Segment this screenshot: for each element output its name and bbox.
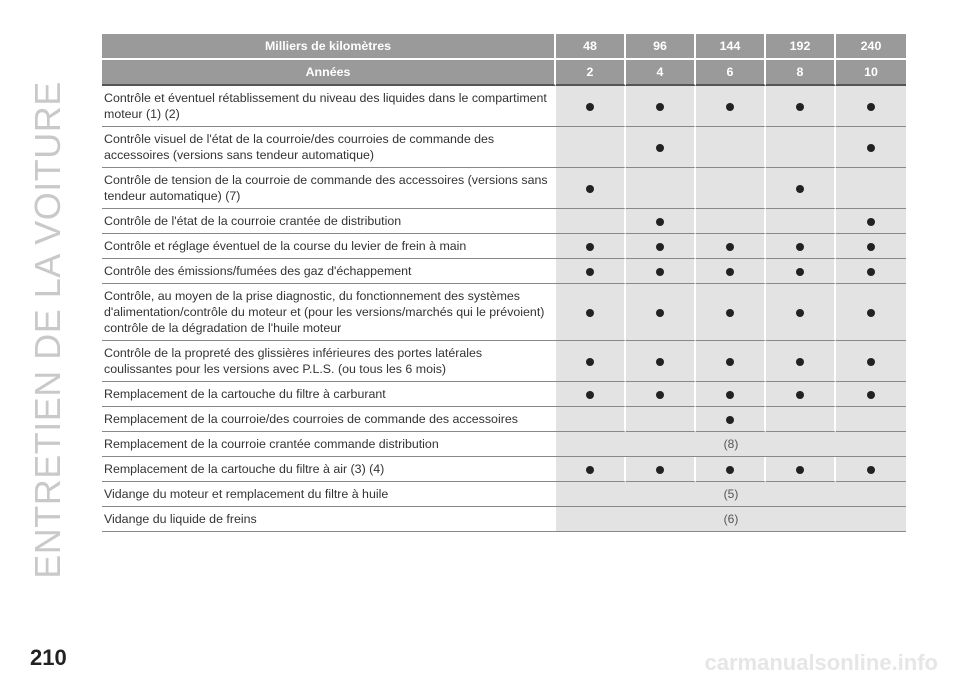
interval-cell — [626, 259, 696, 284]
interval-cell — [836, 284, 906, 341]
chapter-side-title: ENTRETIEN DE LA VOITURE — [27, 81, 68, 579]
scheduled-dot-icon — [796, 358, 804, 366]
scheduled-dot-icon — [586, 309, 594, 317]
interval-cell — [836, 209, 906, 234]
scheduled-dot-icon — [867, 103, 875, 111]
interval-cell — [626, 407, 696, 432]
table-row — [102, 259, 906, 284]
table-row — [102, 86, 906, 127]
scheduled-dot-icon — [656, 243, 664, 251]
operation-description: Contrôle et éventuel rétablissement du niveau des liquides dans le compartiment moteur (1) (2) — [102, 86, 556, 127]
interval-cell — [766, 86, 836, 127]
interval-cell — [766, 341, 836, 382]
scheduled-dot-icon — [867, 243, 875, 251]
interval-cell — [696, 127, 766, 168]
table-row — [102, 482, 906, 507]
km-header-label: Milliers de kilomètres — [102, 34, 556, 60]
interval-cell — [696, 284, 766, 341]
interval-cell — [766, 209, 836, 234]
interval-cell — [556, 457, 626, 482]
operation-description: Remplacement de la courroie/des courroies de commande des accessoires — [102, 407, 556, 432]
interval-cell — [556, 259, 626, 284]
scheduled-dot-icon — [726, 309, 734, 317]
interval-cell — [696, 259, 766, 284]
interval-cell — [766, 234, 836, 259]
interval-cell — [836, 86, 906, 127]
operation-description: Contrôle et réglage éventuel de la course du levier de frein à main — [102, 234, 556, 259]
operation-description: Contrôle de tension de la courroie de commande des accessoires (versions sans tendeur automatique) (7) — [102, 168, 556, 209]
scheduled-dot-icon — [726, 268, 734, 276]
interval-cell — [766, 284, 836, 341]
table-row — [102, 382, 906, 407]
interval-cell — [626, 86, 696, 127]
interval-cell — [766, 407, 836, 432]
interval-cell — [836, 234, 906, 259]
table-row — [102, 284, 906, 341]
interval-cell — [766, 382, 836, 407]
interval-cell — [696, 86, 766, 127]
interval-cell — [696, 168, 766, 209]
operation-description: Vidange du moteur et remplacement du filtre à huile — [102, 482, 556, 507]
interval-cell — [626, 284, 696, 341]
km-header-row — [102, 34, 906, 60]
scheduled-dot-icon — [796, 185, 804, 193]
scheduled-dot-icon — [796, 466, 804, 474]
interval-cell — [766, 127, 836, 168]
maintenance-schedule-table — [102, 34, 906, 532]
table-row — [102, 127, 906, 168]
scheduled-dot-icon — [586, 391, 594, 399]
scheduled-dot-icon — [796, 309, 804, 317]
interval-cell — [626, 341, 696, 382]
interval-cell — [626, 382, 696, 407]
years-value: 2 — [556, 60, 626, 86]
scheduled-dot-icon — [726, 358, 734, 366]
scheduled-dot-icon — [796, 243, 804, 251]
scheduled-dot-icon — [796, 103, 804, 111]
operation-description: Contrôle visuel de l'état de la courroie/des courroies de commande des accessoires (versions sans tendeur automatique) — [102, 127, 556, 168]
scheduled-dot-icon — [867, 309, 875, 317]
years-value: 4 — [626, 60, 696, 86]
interval-cell — [626, 168, 696, 209]
scheduled-dot-icon — [656, 144, 664, 152]
table-row — [102, 407, 906, 432]
table-row — [102, 507, 906, 532]
interval-cell — [836, 457, 906, 482]
interval-cell — [836, 341, 906, 382]
scheduled-dot-icon — [656, 391, 664, 399]
scheduled-dot-icon — [656, 218, 664, 226]
years-value: 8 — [766, 60, 836, 86]
scheduled-dot-icon — [867, 144, 875, 152]
interval-cell — [766, 457, 836, 482]
interval-cell — [556, 341, 626, 382]
table-row — [102, 168, 906, 209]
interval-cell — [696, 209, 766, 234]
scheduled-dot-icon — [656, 466, 664, 474]
note-reference: (5) — [556, 482, 906, 507]
years-header-row — [102, 60, 906, 86]
scheduled-dot-icon — [726, 103, 734, 111]
interval-cell — [626, 234, 696, 259]
scheduled-dot-icon — [586, 268, 594, 276]
scheduled-dot-icon — [726, 391, 734, 399]
interval-cell — [766, 168, 836, 209]
operation-description: Remplacement de la cartouche du filtre à air (3) (4) — [102, 457, 556, 482]
km-value: 144 — [696, 34, 766, 60]
interval-cell — [836, 127, 906, 168]
operation-description: Contrôle, au moyen de la prise diagnostic, du fonctionnement des systèmes d'alimentation/contrôle du moteur et (pour les versions/marchés qui le prévoient) contrôle de la dégradation de l'huile moteur — [102, 284, 556, 341]
interval-cell — [556, 127, 626, 168]
interval-cell — [626, 127, 696, 168]
table-row — [102, 432, 906, 457]
scheduled-dot-icon — [656, 103, 664, 111]
watermark: carmanualsonline.info — [704, 650, 938, 675]
scheduled-dot-icon — [796, 391, 804, 399]
km-value: 192 — [766, 34, 836, 60]
operation-description: Remplacement de la cartouche du filtre à carburant — [102, 382, 556, 407]
interval-cell — [836, 259, 906, 284]
interval-cell — [626, 209, 696, 234]
page-number: 210 — [30, 645, 67, 670]
interval-cell — [556, 284, 626, 341]
interval-cell — [696, 234, 766, 259]
note-reference: (6) — [556, 507, 906, 532]
scheduled-dot-icon — [726, 243, 734, 251]
scheduled-dot-icon — [867, 391, 875, 399]
interval-cell — [626, 457, 696, 482]
km-value: 96 — [626, 34, 696, 60]
scheduled-dot-icon — [656, 268, 664, 276]
interval-cell — [696, 457, 766, 482]
scheduled-dot-icon — [656, 358, 664, 366]
years-value: 10 — [836, 60, 906, 86]
interval-cell — [836, 407, 906, 432]
operation-description: Remplacement de la courroie crantée commande distribution — [102, 432, 556, 457]
interval-cell — [766, 259, 836, 284]
years-header-label: Années — [102, 60, 556, 86]
interval-cell — [556, 209, 626, 234]
interval-cell — [556, 382, 626, 407]
interval-cell — [696, 407, 766, 432]
scheduled-dot-icon — [867, 358, 875, 366]
scheduled-dot-icon — [726, 466, 734, 474]
scheduled-dot-icon — [726, 416, 734, 424]
interval-cell — [556, 168, 626, 209]
interval-cell — [836, 382, 906, 407]
note-reference: (8) — [556, 432, 906, 457]
interval-cell — [836, 168, 906, 209]
table-row — [102, 209, 906, 234]
table-row — [102, 234, 906, 259]
scheduled-dot-icon — [586, 466, 594, 474]
scheduled-dot-icon — [586, 185, 594, 193]
years-value: 6 — [696, 60, 766, 86]
scheduled-dot-icon — [586, 103, 594, 111]
table-row — [102, 457, 906, 482]
interval-cell — [556, 407, 626, 432]
interval-cell — [696, 382, 766, 407]
operation-description: Contrôle de l'état de la courroie crantée de distribution — [102, 209, 556, 234]
km-value: 48 — [556, 34, 626, 60]
scheduled-dot-icon — [867, 466, 875, 474]
table-row — [102, 341, 906, 382]
interval-cell — [556, 86, 626, 127]
scheduled-dot-icon — [586, 358, 594, 366]
operation-description: Contrôle de la propreté des glissières inférieures des portes latérales coulissantes pour les versions avec P.L.S. (ou tous les 6 mois) — [102, 341, 556, 382]
scheduled-dot-icon — [586, 243, 594, 251]
interval-cell — [696, 341, 766, 382]
interval-cell — [556, 234, 626, 259]
operation-description: Vidange du liquide de freins — [102, 507, 556, 532]
scheduled-dot-icon — [867, 268, 875, 276]
scheduled-dot-icon — [796, 268, 804, 276]
scheduled-dot-icon — [656, 309, 664, 317]
km-value: 240 — [836, 34, 906, 60]
operation-description: Contrôle des émissions/fumées des gaz d'échappement — [102, 259, 556, 284]
scheduled-dot-icon — [867, 218, 875, 226]
